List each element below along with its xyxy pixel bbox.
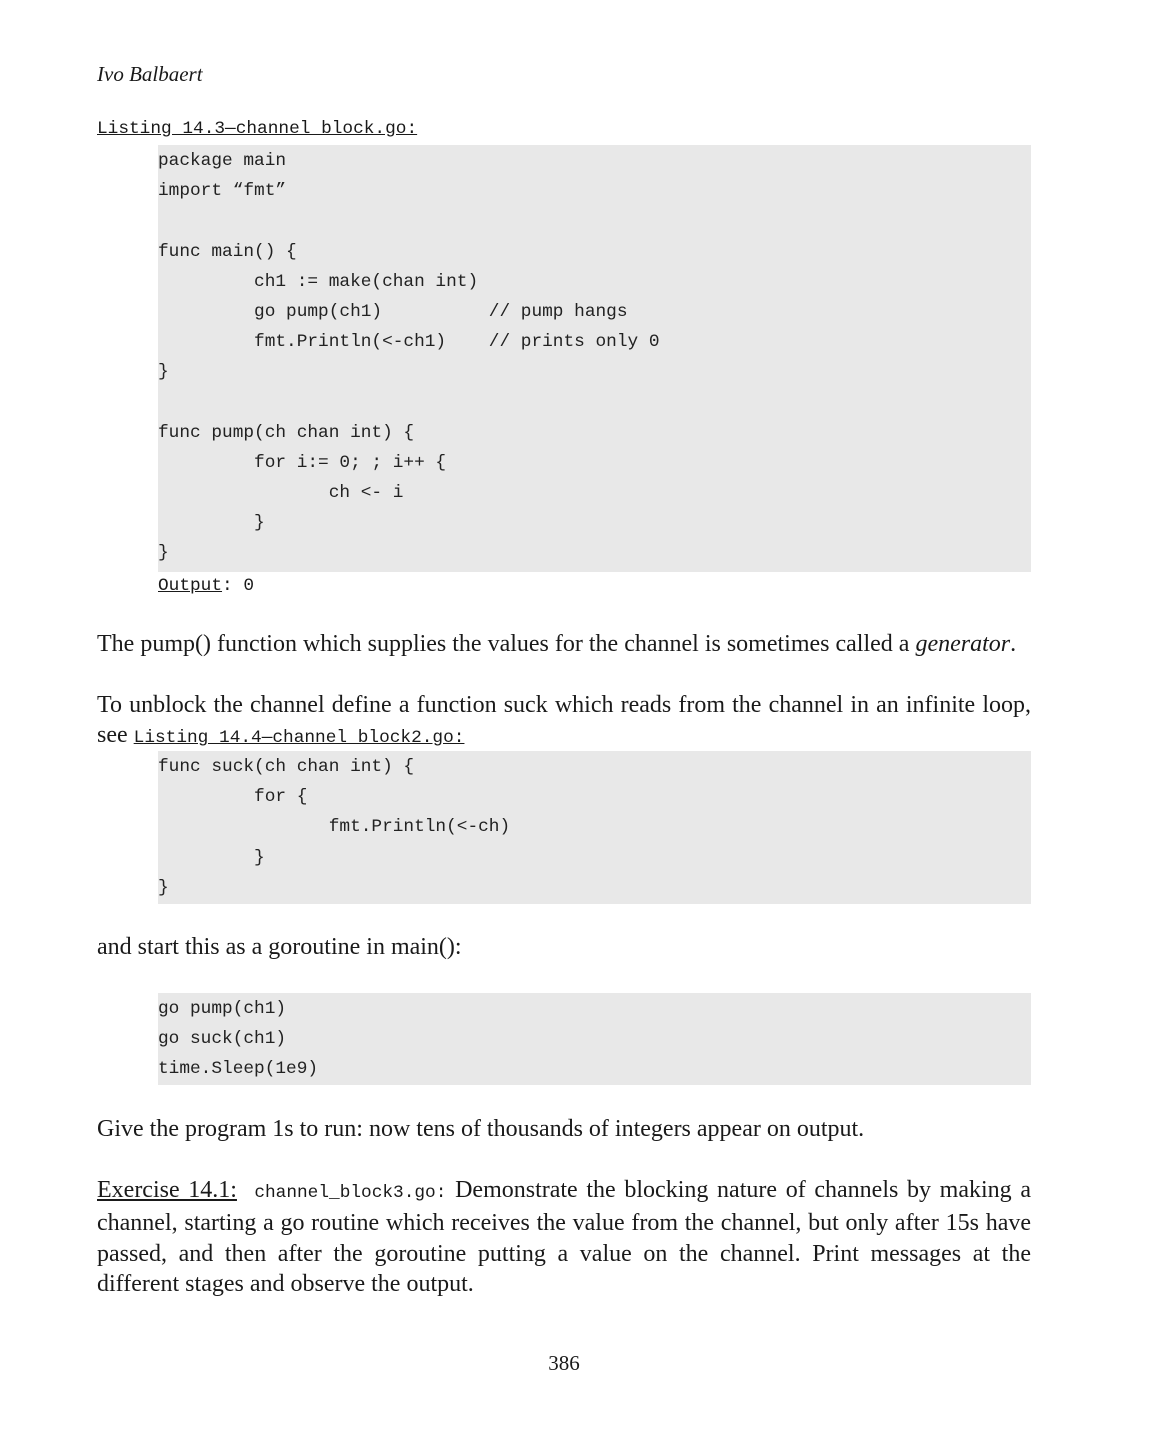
code-line: import “fmt”	[158, 181, 287, 202]
code-line	[158, 388, 1031, 418]
paragraph-output-note: Give the program 1s to run: now tens of thousands of integers appear on output.	[97, 1116, 865, 1142]
paragraph-start-goroutine: and start this as a goroutine in main():	[97, 934, 462, 960]
code-line: func main() {	[158, 241, 297, 262]
paragraph-text: To unblock the channel define a function suck which reads from the channel in an infinite loop, see	[97, 692, 1031, 749]
listing-reference: Listing 14.4—channel_block2.go:	[133, 728, 465, 749]
exercise-paragraph	[97, 1175, 1031, 1299]
code-line: ch <- i	[158, 483, 404, 504]
paragraph-generator	[97, 629, 1031, 659]
code-line: go suck(ch1)	[158, 1029, 287, 1050]
code-line: }	[158, 847, 265, 868]
code-line: go pump(ch1) // pump hangs	[158, 301, 628, 322]
exercise-label: Exercise 14.1:	[97, 1177, 237, 1203]
listing-caption: Listing 14.3—channel_block.go:	[97, 119, 418, 139]
code-line: func suck(ch chan int) {	[158, 757, 415, 777]
paragraph-text: The pump() function which supplies the values for the channel is sometimes called a	[97, 631, 916, 657]
code-line: }	[158, 362, 169, 383]
code-line: }	[158, 513, 265, 534]
running-header-author: Ivo Balbaert	[97, 62, 203, 86]
code-line	[158, 206, 1031, 236]
code-line: for i:= 0; ; i++ {	[158, 452, 447, 473]
code-line: for {	[158, 787, 308, 808]
code-line: package main	[158, 151, 287, 171]
page-number: 386	[548, 1351, 580, 1375]
code-block-listing-14-3	[158, 145, 1031, 572]
output-label: Output	[158, 576, 223, 596]
code-block-main-calls	[158, 993, 1031, 1085]
code-line: fmt.Println(<-ch1) // prints only 0	[158, 332, 660, 353]
paragraph-end: .	[1010, 631, 1017, 657]
code-line: time.Sleep(1e9)	[158, 1059, 319, 1080]
exercise-text: Demonstrate the blocking nature of channels by making a channel, starting a go routine which receives the value from the channel, but only after 15s have passed, and then after the goroutine putting a value on the channel. Print messages at the different stages and observe the output.	[97, 1177, 1031, 1297]
emphasis-generator: generator	[915, 631, 1011, 657]
exercise-file: channel_block3.go:	[254, 1183, 447, 1203]
code-block-suck	[158, 751, 1031, 904]
paragraph-unblock	[97, 690, 1031, 754]
code-line: go pump(ch1)	[158, 999, 287, 1019]
code-line: }	[158, 877, 169, 898]
output-line	[158, 573, 254, 599]
code-line: }	[158, 543, 169, 564]
output-value: : 0	[222, 576, 255, 596]
code-line: fmt.Println(<-ch)	[158, 817, 511, 838]
code-line: func pump(ch chan int) {	[158, 422, 415, 443]
code-line: ch1 := make(chan int)	[158, 271, 479, 292]
